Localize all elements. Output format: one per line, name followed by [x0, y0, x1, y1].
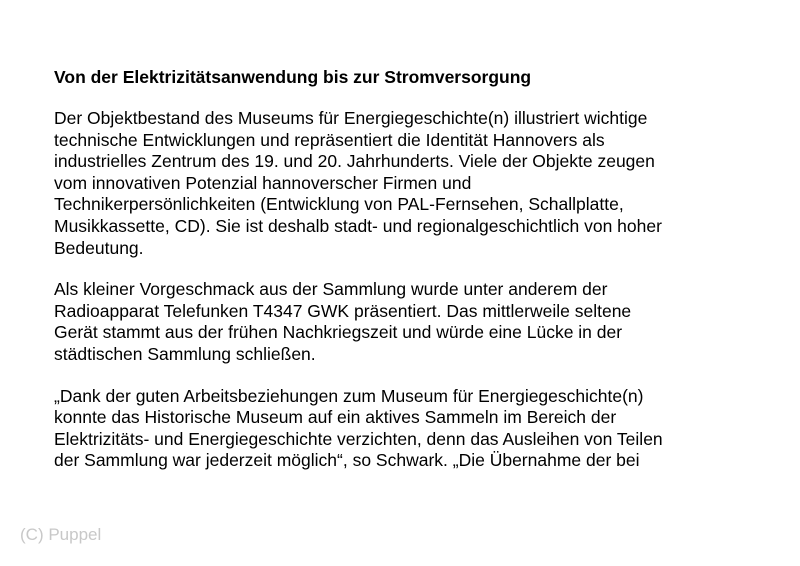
copyright-watermark: (C) Puppel [20, 525, 102, 544]
paragraph-radio [54, 279, 754, 365]
document-heading: Von der Elektrizitätsanwendung bis zur Stromversorgung [54, 67, 532, 87]
paragraph-line: „Dank der guten Arbeitsbeziehungen zum Museum für Energiegeschichte(n) [54, 385, 644, 406]
paragraph-collection [54, 108, 754, 259]
paragraph-line: städtischen Sammlung schließen. [54, 343, 316, 364]
paragraph-quote [54, 386, 754, 472]
paragraph-line: konnte das Historische Museum auf ein aktives Sammeln im Bereich der [54, 407, 617, 428]
paragraph-line: Musikkassette, CD). Sie ist deshalb stadt- und regionalgeschichtlich von hoher [54, 215, 662, 236]
paragraph-line: industrielles Zentrum des 19. und 20. Jahrhunderts. Viele der Objekte zeugen [54, 151, 655, 172]
paragraph-line: der Sammlung war jederzeit möglich“, so Schwark. „Die Übernahme der bei [54, 450, 640, 471]
paragraph-line: Gerät stammt aus der frühen Nachkriegszeit und würde eine Lücke in der [54, 322, 623, 343]
paragraph-line: technische Entwicklungen und repräsentiert die Identität Hannovers als [54, 129, 605, 150]
paragraph-line: vom innovativen Potenzial hannoverscher Firmen und [54, 172, 472, 193]
paragraph-line: Elektrizitäts- und Energiegeschichte verzichten, denn das Ausleihen von Teilen [54, 428, 663, 449]
paragraph-line: Der Objektbestand des Museums für Energiegeschichte(n) illustriert wichtige [54, 108, 648, 128]
paragraph-line: Bedeutung. [54, 237, 144, 258]
document-page [54, 66, 754, 492]
paragraph-line: Technikerpersönlichkeiten (Entwicklung von PAL-Fernsehen, Schallplatte, [54, 194, 624, 215]
paragraph-line: Radioapparat Telefunken T4347 GWK präsentiert. Das mittlerweile seltene [54, 300, 632, 321]
paragraph-line: Als kleiner Vorgeschmack aus der Sammlung wurde unter anderem der [54, 279, 608, 300]
